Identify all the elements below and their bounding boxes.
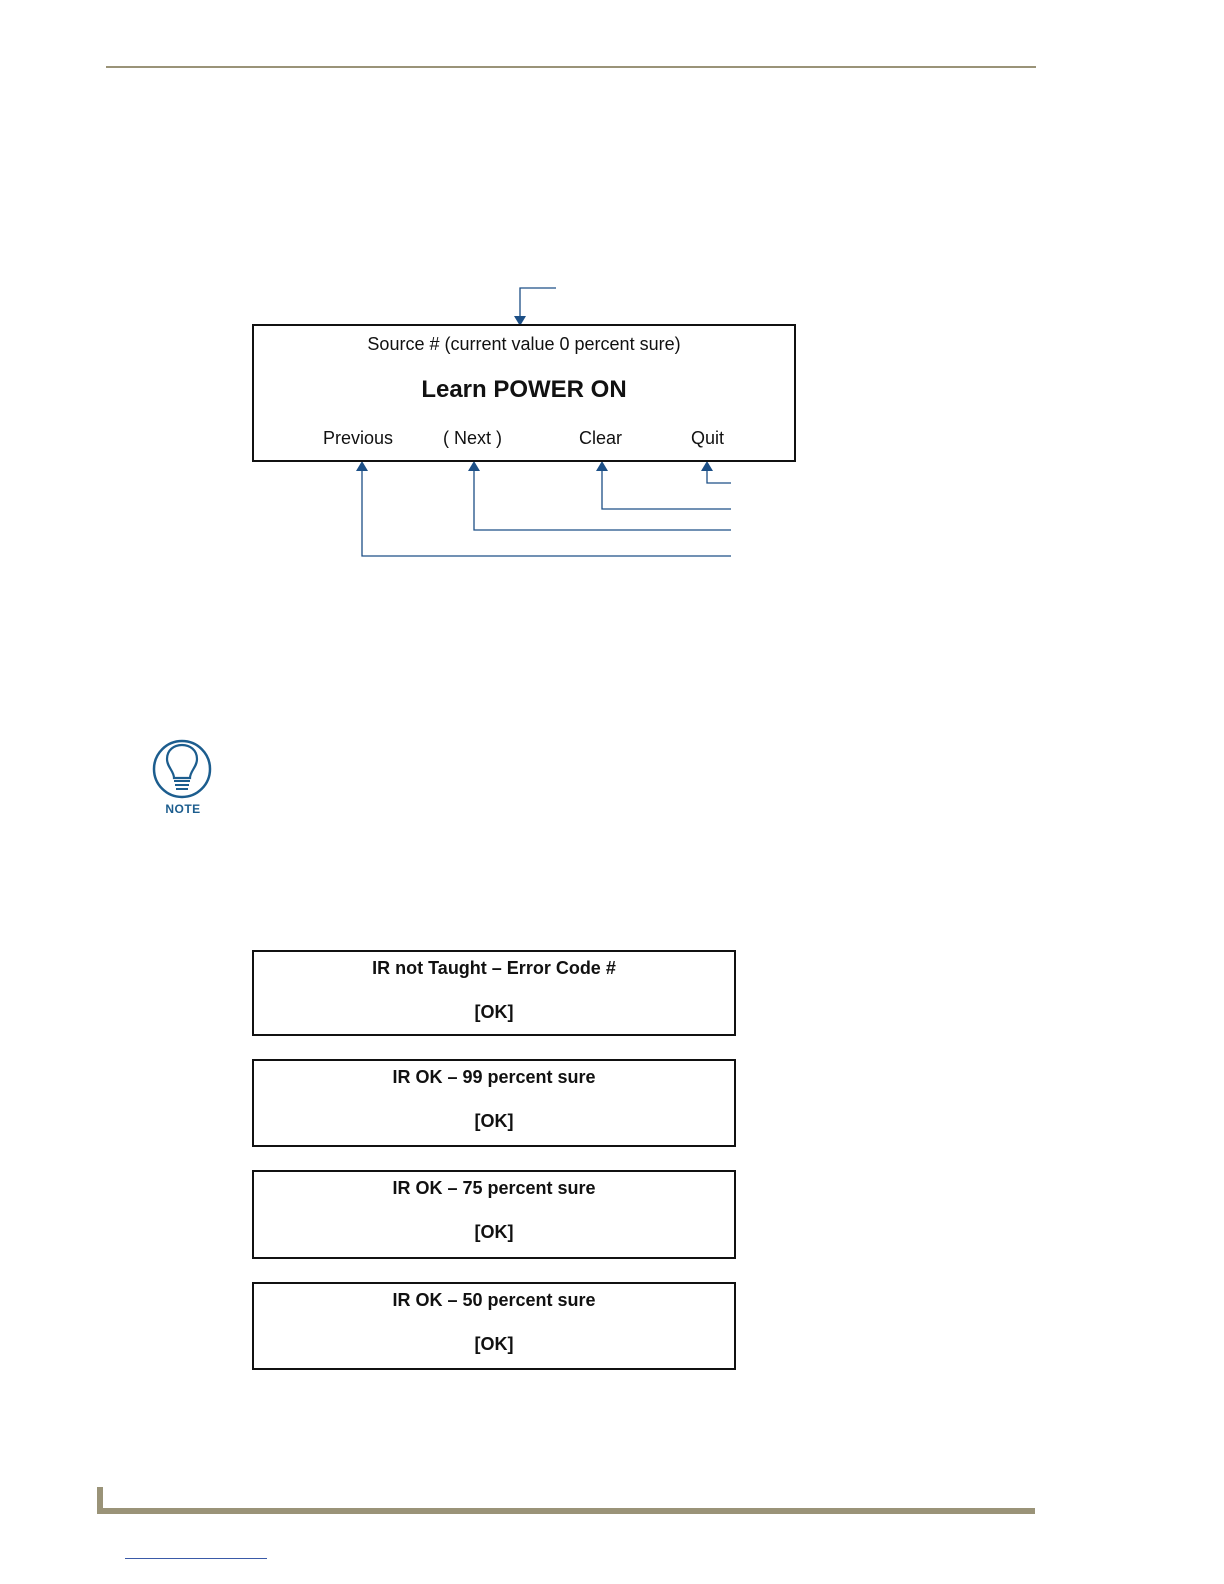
message-box-not-taught	[252, 950, 736, 1036]
leader-previous	[362, 468, 731, 556]
message-title: IR OK – 50 percent sure	[392, 1290, 596, 1310]
leader-next	[474, 468, 731, 530]
message-box-50	[252, 1282, 736, 1370]
lcd-line1: Source # (current value 0 percent sure)	[367, 334, 681, 354]
softkey-clear[interactable]: Clear	[579, 428, 623, 448]
arrowhead-quit	[701, 461, 713, 471]
footer-rule	[97, 1508, 1035, 1514]
softkey-previous[interactable]: Previous	[323, 428, 394, 448]
note-label: NOTE	[165, 802, 201, 816]
leader-clear	[602, 468, 731, 509]
message-title: IR not Taught – Error Code #	[372, 958, 616, 978]
arrowhead-previous	[356, 461, 368, 471]
message-box-75	[252, 1170, 736, 1259]
lcd-line2: Learn POWER ON	[421, 376, 627, 403]
leader-quit	[707, 468, 731, 483]
ok-button[interactable]: [OK]	[474, 1334, 514, 1354]
ok-button[interactable]: [OK]	[474, 1002, 514, 1022]
lcd-screen	[252, 324, 796, 462]
message-title: IR OK – 99 percent sure	[392, 1067, 596, 1087]
leader-line1	[520, 288, 556, 318]
softkey-next[interactable]: ( Next )	[443, 428, 503, 448]
softkey-quit[interactable]: Quit	[691, 428, 725, 448]
arrowhead-next	[468, 461, 480, 471]
lightbulb-icon	[150, 738, 216, 804]
ok-button[interactable]: [OK]	[474, 1111, 514, 1131]
message-title: IR OK – 75 percent sure	[392, 1178, 596, 1198]
header-rule	[106, 66, 1036, 68]
arrowhead-clear	[596, 461, 608, 471]
message-box-99	[252, 1059, 736, 1147]
ok-button[interactable]: [OK]	[474, 1222, 514, 1242]
footer-link-underline	[125, 1558, 267, 1559]
